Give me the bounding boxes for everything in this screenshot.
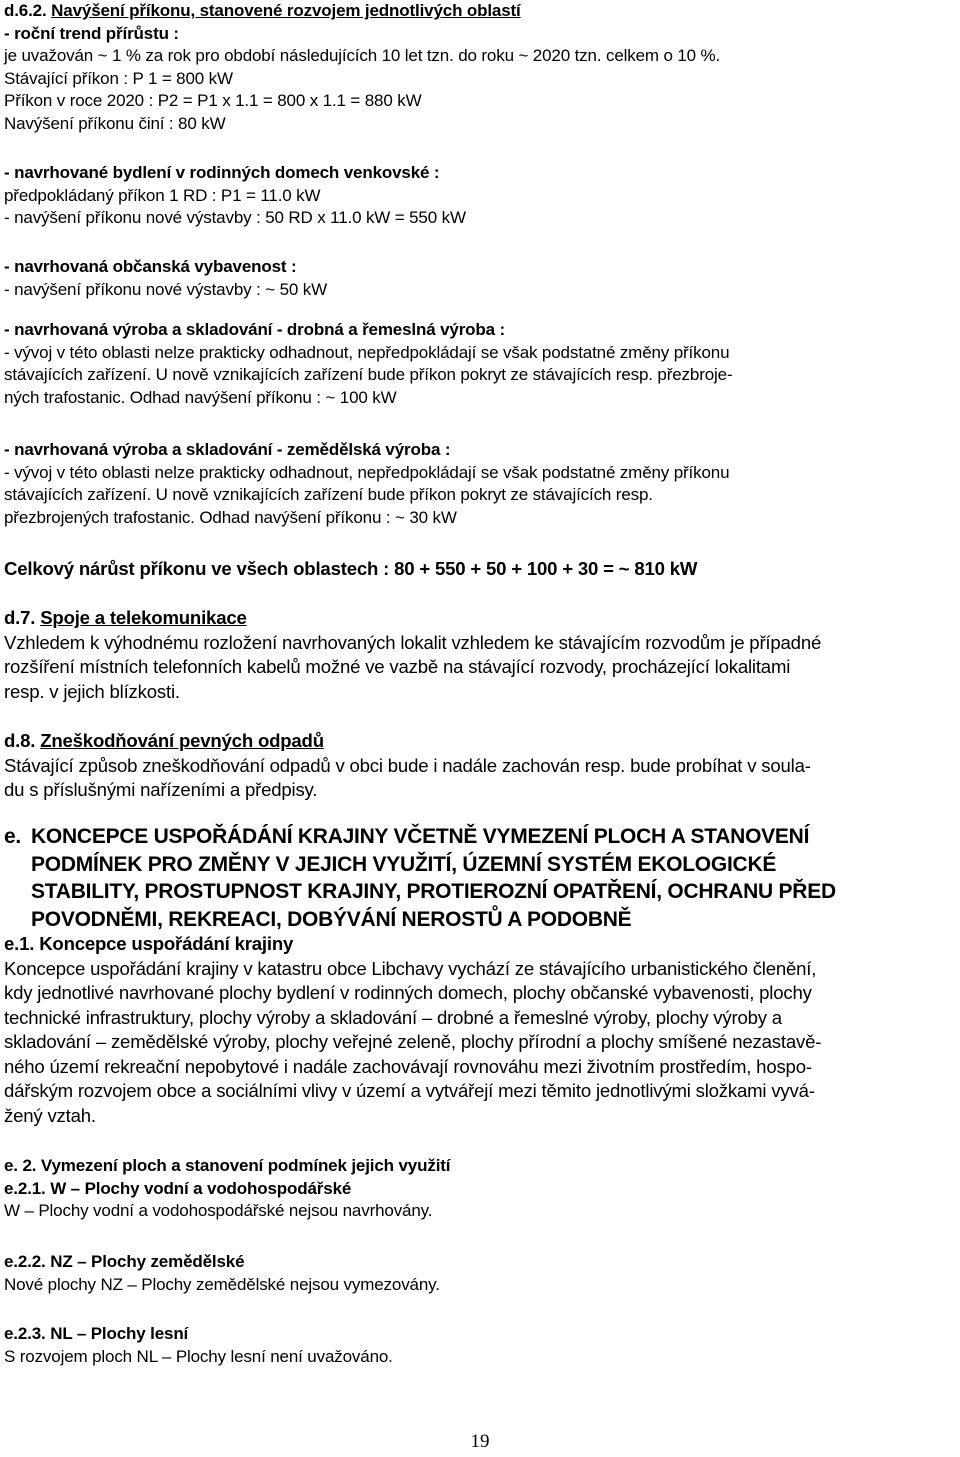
- text-line: Stávající příkon : P 1 = 800 kW: [4, 68, 233, 88]
- subsection-small-production: [4, 319, 956, 409]
- text-line: S rozvojem ploch NL – Plochy lesní není uvažováno.: [4, 1346, 393, 1366]
- subheading: - navrhovaná výroba a skladování - zemědělská výroba :: [4, 440, 451, 459]
- section-heading: [4, 1178, 956, 1201]
- subheading: - navrhovaná výroba a skladování - drobná a řemeslná výroba :: [4, 320, 506, 339]
- text-line: - vývoj v této oblasti nelze prakticky odhadnout, nepředpokládají se však podstatné změny příkonu: [4, 342, 730, 362]
- section-number: e.2.1.: [4, 1178, 46, 1198]
- section-number: d.8.: [4, 730, 36, 751]
- section-e22: [4, 1251, 956, 1296]
- text-line: Stávající způsob zneškodňování odpadů v obci bude i nadále zachován resp. bude probíhat v soula-: [4, 754, 811, 776]
- section-number: e. 2.: [4, 1156, 37, 1175]
- text-line: - navýšení příkonu nové výstavby : ~ 50 kW: [4, 279, 327, 299]
- section-heading: [4, 1323, 956, 1346]
- subsection-civic: [4, 256, 956, 301]
- text-line: resp. v jejich blízkosti.: [4, 680, 180, 702]
- chapter-title-line: KONCEPCE USPOŘÁDÁNÍ KRAJINY VČETNĚ VYMEZENÍ PLOCH A STANOVENÍ: [31, 825, 810, 848]
- section-number: e.2.2.: [4, 1252, 46, 1271]
- section-d62: [4, 0, 956, 135]
- subsection-housing: [4, 162, 956, 230]
- chapter-e: [4, 823, 956, 933]
- section-heading: [4, 932, 956, 957]
- section-number: e.2.3.: [4, 1324, 46, 1343]
- text-line: Navýšení příkonu činí : 80 kW: [4, 113, 226, 133]
- text-line: ného území rekreační nepobytové i nadále zachovávají rovnováhu mezi životním prostředím, hospo-: [4, 1055, 812, 1077]
- text-line: du s příslušnými nařízeními a předpisy.: [4, 779, 318, 800]
- section-title: Koncepce uspořádání krajiny: [39, 933, 294, 954]
- section-number: d.7.: [4, 607, 36, 628]
- text-line: Nové plochy NZ – Plochy zemědělské nejsou vymezovány.: [4, 1274, 440, 1294]
- text-line: rozšíření místních telefonních kabelů možné ve vazbě na stávající rozvody, procházející lokalitami: [4, 656, 791, 677]
- subsection-agri-production: [4, 439, 956, 529]
- text-line: přezbrojených trafostanic. Odhad navýšení příkonu : ~ 30 kW: [4, 507, 457, 527]
- section-heading: [4, 729, 956, 754]
- chapter-title-line: POVODNĚMI, REKREACI, DOBÝVÁNÍ NEROSTŮ A PODOBNĚ: [31, 907, 632, 931]
- text-line: - vývoj v této oblasti nelze prakticky odhadnout, nepředpokládají se však podstatné změny příkonu: [4, 462, 730, 482]
- section-heading: [4, 0, 956, 23]
- text-line: žený vztah.: [4, 1104, 96, 1126]
- section-heading: [4, 1155, 956, 1178]
- text-line: Koncepce uspořádání krajiny v katastru obce Libchavy vychází ze stávajícího urbanistického členění,: [4, 957, 817, 979]
- text-line: skladování – zemědělské výroby, plochy veřejné zeleně, plochy přírodní a plochy smíšené nezastavě-: [4, 1031, 822, 1052]
- text-line: je uvažován ~ 1 % za rok pro období následujících 10 let tzn. do roku ~ 2020 tzn. celkem o 10 %.: [4, 46, 721, 65]
- subheading: - navrhovaná občanská vybavenost :: [4, 257, 297, 276]
- subheading: - roční trend přírůstu :: [4, 23, 179, 43]
- text-line: - navýšení příkonu nové výstavby : 50 RD x 11.0 kW = 550 kW: [4, 208, 466, 227]
- text-line: technické infrastruktury, plochy výroby a skladování – drobné a řemeslné výroby, plochy výroby a: [4, 1006, 782, 1028]
- section-e2: [4, 1155, 956, 1223]
- text-line: kdy jednotlivé navrhované plochy bydlení v rodinných domech, plochy občanské vybavenosti, plochy: [4, 982, 812, 1003]
- chapter-heading: [4, 823, 956, 851]
- section-heading: [4, 1251, 956, 1274]
- section-title: Navýšení příkonu, stanovené rozvojem jednotlivých oblastí: [51, 1, 521, 20]
- section-title: NL – Plochy lesní: [50, 1324, 189, 1343]
- text-line: W – Plochy vodní a vodohospodářské nejsou navrhovány.: [4, 1201, 433, 1220]
- page-number: 19: [470, 1431, 490, 1452]
- chapter-title-line: PODMÍNEK PRO ZMĚNY V JEJICH VYUŽITÍ, ÚZEMNÍ SYSTÉM EKOLOGICKÉ: [31, 852, 777, 876]
- section-number: e.1.: [4, 933, 35, 954]
- total-summary: [4, 557, 956, 582]
- section-title: Spoje a telekomunikace: [40, 607, 247, 628]
- section-e23: [4, 1323, 956, 1368]
- section-title: W – Plochy vodní a vodohospodářské: [50, 1178, 352, 1198]
- total-line: Celkový nárůst příkonu ve všech oblastech : 80 + 550 + 50 + 100 + 30 = ~ 810 kW: [4, 558, 698, 579]
- section-number: d.6.2.: [4, 1, 47, 20]
- section-d7: [4, 606, 956, 704]
- section-heading: [4, 606, 956, 631]
- chapter-title-line: STABILITY, PROSTUPNOST KRAJINY, PROTIEROZNÍ OPATŘENÍ, OCHRANU PŘED: [31, 880, 836, 903]
- text-line: ných trafostanic. Odhad navýšení příkonu : ~ 100 kW: [4, 387, 397, 407]
- text-line: stávajících zařízení. U nově vznikajících zařízení bude příkon pokryt ze stávajících resp. přezbroje-: [4, 365, 733, 384]
- text-line: stávajících zařízení. U nově vznikajících zařízení bude příkon pokryt ze stávajících resp.: [4, 485, 653, 504]
- section-title: Vymezení ploch a stanovení podmínek jejich využití: [40, 1156, 451, 1175]
- section-e1: [4, 932, 956, 1128]
- text-line: Vzhledem k výhodnému rozložení navrhovaných lokalit vzhledem ke stávajícím rozvodům je případné: [4, 631, 822, 653]
- section-d8: [4, 729, 956, 803]
- subheading: - navrhované bydlení v rodinných domech venkovské :: [4, 163, 440, 182]
- section-title: Zneškodňování pevných odpadů: [40, 730, 324, 751]
- chapter-number: e.: [4, 825, 22, 848]
- text-line: předpokládaný příkon 1 RD : P1 = 11.0 kW: [4, 185, 321, 205]
- text-line: dářským rozvojem obce a sociálními vlivy v území a vytvářejí mezi těmito jednotlivými složkami vyvá-: [4, 1080, 815, 1101]
- text-line: Příkon v roce 2020 : P2 = P1 x 1.1 = 800 x 1.1 = 880 kW: [4, 91, 422, 110]
- section-title: NZ – Plochy zemědělské: [50, 1252, 245, 1271]
